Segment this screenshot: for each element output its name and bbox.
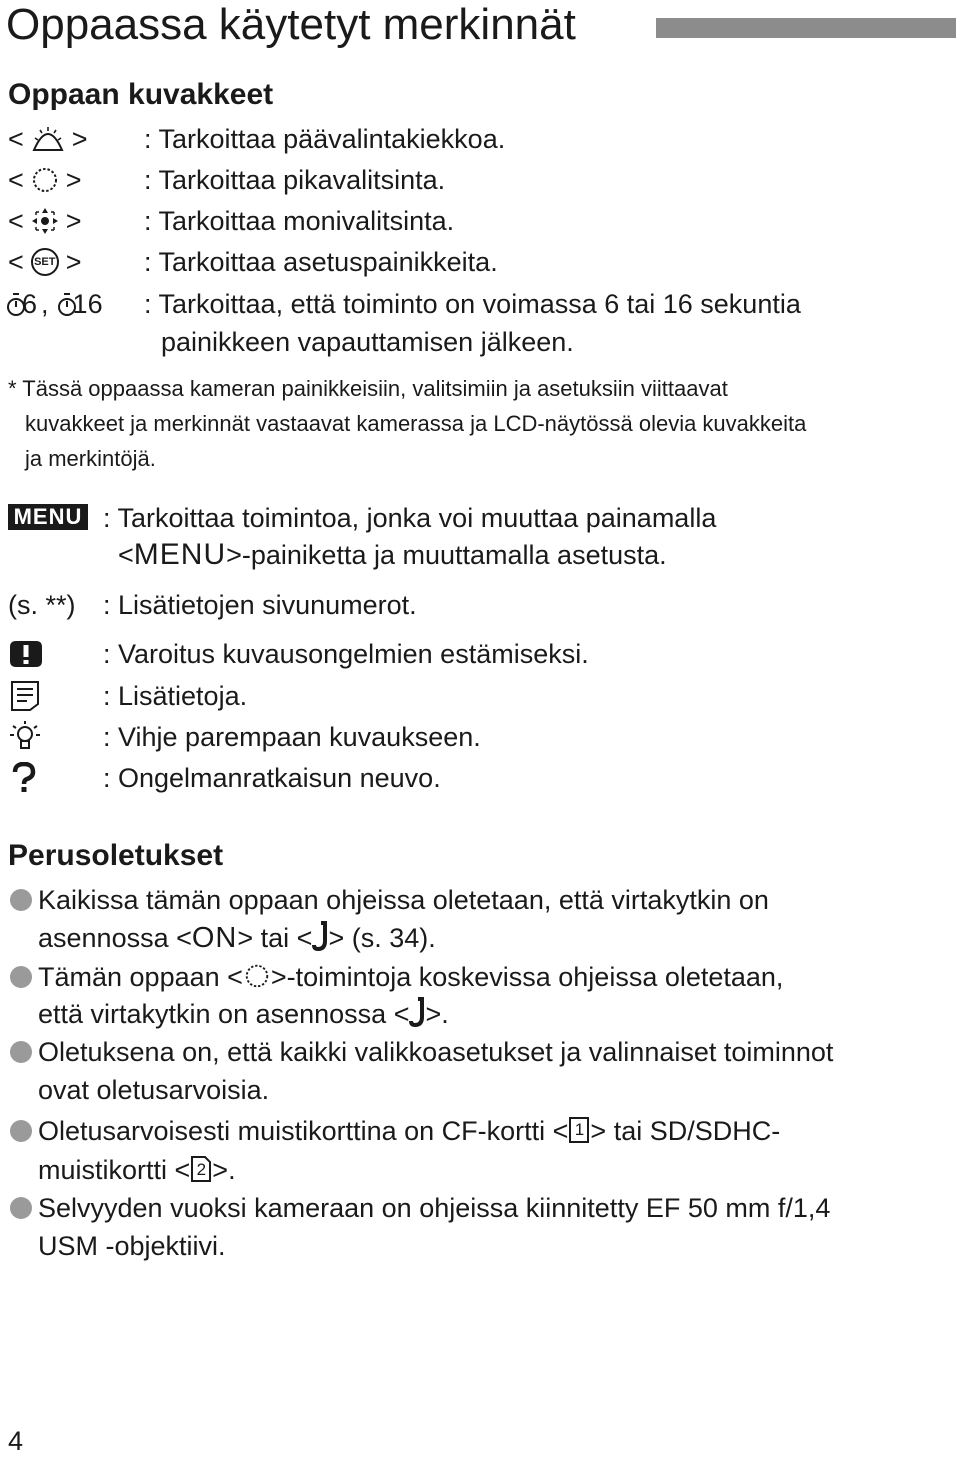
- lightbulb-icon: [8, 720, 42, 752]
- text: > (s. 34).: [328, 923, 436, 953]
- cf-card-icon: [568, 1116, 590, 1144]
- text: > tai <: [237, 923, 313, 953]
- quick-control-dial-desc: : Tarkoittaa pikavalitsinta.: [144, 165, 446, 195]
- title-rule: [656, 18, 956, 38]
- page-title: Oppaassa käytetyt merkinnät: [6, 0, 576, 49]
- note-line-2: kuvakkeet ja merkinnät vastaavat kamerassa ja LCD-näytössä olevia kuvakkeita: [25, 411, 807, 436]
- multi-controller-symbol: [8, 204, 82, 238]
- bullet-icon: [10, 1197, 32, 1219]
- lock-switch-icon: [312, 921, 328, 951]
- defaults-b3-line2: ovat oletusarvoisia.: [38, 1075, 270, 1105]
- sd-card-icon: [190, 1155, 212, 1183]
- timer-6-label: 6: [22, 288, 38, 319]
- section-heading-icons: Oppaan kuvakkeet: [8, 78, 274, 111]
- quick-control-dial-icon: [30, 165, 60, 195]
- text: asennossa <: [38, 923, 192, 953]
- question-mark-icon: [10, 762, 38, 794]
- quick-control-dial-icon: [243, 962, 271, 990]
- lock-switch-icon: [409, 997, 425, 1027]
- memo-icon: [10, 680, 40, 712]
- on-position-label: ON: [191, 922, 238, 954]
- page-ref-desc: : Lisätietojen sivunumerot.: [103, 590, 417, 620]
- text: Tämän oppaan <: [38, 962, 243, 992]
- menu-desc-line1: : Tarkoittaa toimintoa, jonka voi muuttaa painamalla: [103, 503, 717, 533]
- defaults-b4-line1: [38, 1114, 780, 1148]
- text: muistikortti <: [38, 1155, 191, 1185]
- timer-separator: ,: [41, 288, 49, 319]
- bullet-icon: [10, 889, 32, 911]
- caution-desc: : Varoitus kuvausongelmien estämiseksi.: [103, 639, 589, 669]
- multi-controller-desc: : Tarkoittaa monivalitsinta.: [144, 206, 455, 236]
- section-heading-defaults: Perusoletukset: [8, 839, 224, 872]
- gt: >: [71, 123, 88, 154]
- card-number: 1: [574, 1120, 585, 1139]
- bullet-icon: [10, 1120, 32, 1142]
- bullet-icon: [10, 1041, 32, 1063]
- menu-desc-line2: [118, 538, 667, 572]
- lt: <: [8, 123, 24, 154]
- set-button-icon: [28, 247, 62, 277]
- defaults-b5-line2: USM -objektiivi.: [38, 1231, 226, 1261]
- timer-16-label: 16: [72, 288, 103, 319]
- note-line-3: ja merkintöjä.: [25, 446, 156, 471]
- timer-desc-line1: : Tarkoittaa, että toiminto on voimassa 6 tai 16 sekuntia: [144, 289, 801, 319]
- gt: >: [65, 246, 82, 277]
- menu-desc-suffix: >-painiketta ja muuttamalla asetusta.: [226, 540, 667, 570]
- set-button-desc: : Tarkoittaa asetuspainikkeita.: [144, 247, 498, 277]
- defaults-b2-line1: [38, 960, 783, 994]
- bullet-icon: [10, 966, 32, 988]
- text: >-toimintoja koskevissa ohjeissa oletetaan,: [270, 962, 784, 992]
- main-dial-symbol: [8, 122, 88, 156]
- defaults-b1-line2: [38, 921, 436, 955]
- page-number: 4: [8, 1426, 24, 1456]
- gt: >: [65, 164, 82, 195]
- text: että virtakytkin on asennossa <: [38, 999, 410, 1029]
- gt: >: [65, 205, 82, 236]
- page-ref-label: (s. **): [8, 590, 76, 620]
- text: >.: [425, 999, 449, 1029]
- menu-badge-icon: [8, 504, 88, 530]
- text: > tai SD/SDHC-: [590, 1116, 781, 1146]
- menu-word: MENU: [133, 538, 227, 571]
- defaults-b3-line1: Oletuksena on, että kaikki valikkoasetukset ja valinnaiset toiminnot: [38, 1037, 834, 1067]
- lt: <: [8, 164, 24, 195]
- defaults-b1-line1: Kaikissa tämän oppaan ohjeissa oletetaan, että virtakytkin on: [38, 885, 769, 915]
- memo-desc: : Lisätietoja.: [103, 681, 248, 711]
- note-line-1: * Tässä oppaassa kameran painikkeisiin, valitsimiin ja asetuksiin viittaavat: [8, 376, 728, 401]
- main-dial-desc: : Tarkoittaa päävalintakiekkoa.: [144, 124, 506, 154]
- defaults-b5-line1: Selvyyden vuoksi kameraan on ohjeissa kiinnitetty EF 50 mm f/1,4: [38, 1193, 831, 1223]
- caution-icon: [8, 639, 44, 669]
- card-number: 2: [196, 1160, 207, 1179]
- timer-desc-line2: painikkeen vapauttamisen jälkeen.: [161, 327, 574, 357]
- text: Oletusarvoisesti muistikorttina on CF-kortti <: [38, 1116, 569, 1146]
- lt: <: [8, 246, 24, 277]
- timer-symbols: [6, 287, 103, 321]
- lt: <: [118, 540, 134, 570]
- trouble-desc: : Ongelmanratkaisun neuvo.: [103, 763, 441, 793]
- defaults-b4-line2: [38, 1153, 236, 1187]
- text: >.: [212, 1155, 236, 1185]
- main-dial-icon: [30, 124, 66, 154]
- lt: <: [8, 205, 24, 236]
- menu-badge-label: MENU: [13, 504, 83, 529]
- set-button-symbol: [8, 245, 82, 279]
- multi-controller-icon: [30, 206, 60, 236]
- defaults-b2-line2: [38, 997, 449, 1031]
- tip-desc: : Vihje parempaan kuvaukseen.: [103, 722, 481, 752]
- quick-control-dial-symbol: [8, 163, 82, 197]
- set-label: SET: [34, 256, 56, 268]
